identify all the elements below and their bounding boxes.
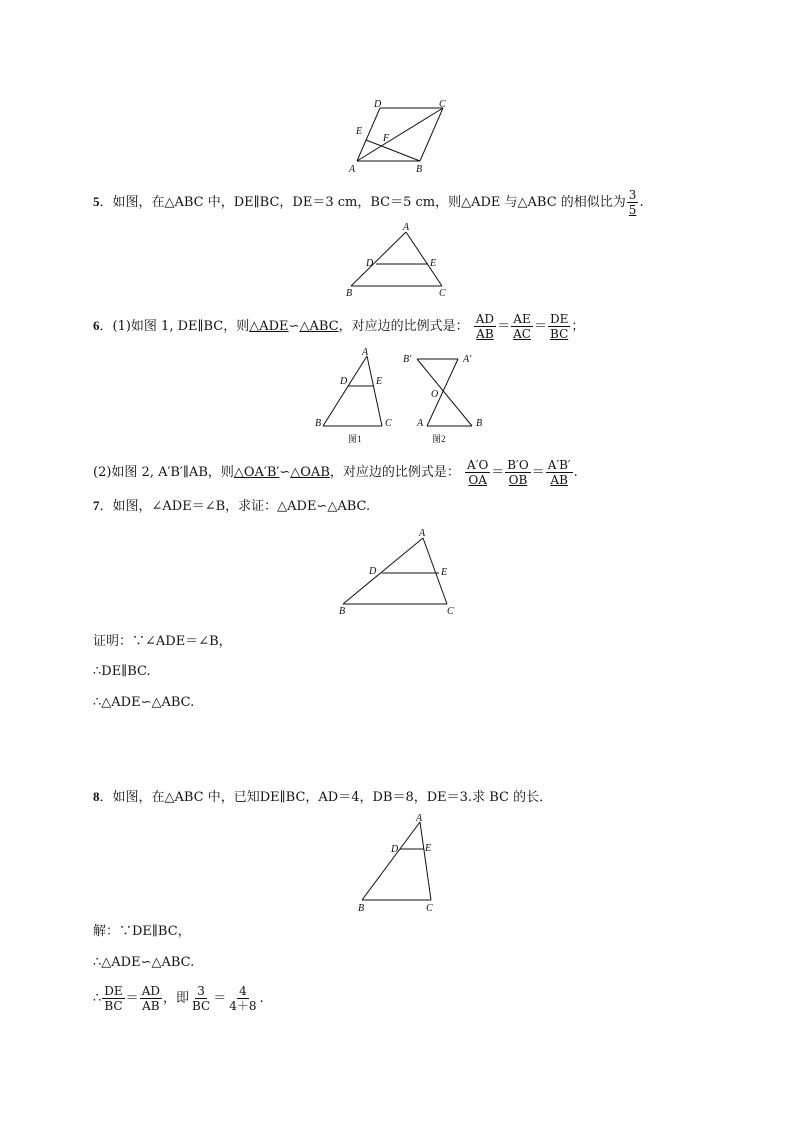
answer-fraction: $\frac{3}{5}$ (628, 188, 637, 217)
label-C: C (439, 99, 446, 110)
svg-text:C: C (426, 903, 433, 914)
svg-text:B: B (339, 606, 346, 617)
answer-blank: △ADE (249, 319, 289, 334)
svg-text:A′: A′ (463, 354, 472, 365)
svg-text:B: B (315, 418, 322, 429)
label-A: A (349, 164, 356, 175)
svg-text:D: D (340, 376, 348, 387)
proof-line-3: ∴△ADE∽△ABC. (93, 695, 195, 710)
svg-text:C: C (385, 418, 392, 429)
svg-text:E: E (376, 376, 383, 387)
label-D: D (374, 99, 382, 110)
svg-text:图1: 图1 (348, 434, 362, 444)
svg-text:B: B (476, 418, 483, 429)
solution-line-2: ∴△ADE∽△ABC. (93, 955, 195, 970)
question-7: 7．如图，∠ADE＝∠B，求证：△ADE∽△ABC. (93, 498, 371, 514)
figure-q6 (310, 346, 490, 446)
svg-text:D: D (369, 566, 377, 577)
svg-text:D: D (366, 258, 374, 269)
question-6-part-1: 6．(1)如图 1, DE∥BC，则△ADE∽△ABC，对应边的比例式是： $\frac{AD}{AB}$ ＝ $\frac{AE}{AC}$ ＝ $\frac{DE}{BC}$ ； (93, 312, 585, 341)
svg-text:C: C (447, 606, 454, 617)
question-8: 8．如图，在△ABC 中，已知DE∥BC，AD＝4，DB＝8，DE＝3.求 BC 的长． (93, 789, 553, 805)
figure-q7-triangle (335, 526, 465, 618)
figure-parallelogram (340, 96, 460, 178)
svg-text:A: A (417, 418, 424, 429)
svg-text:E: E (425, 843, 432, 854)
svg-text:A: A (403, 222, 410, 233)
question-5: 5．如图，在△ABC 中，DE∥BC，DE＝3 cm，BC＝5 cm，则△ADE 与△ABC 的相似比为 $\frac{3}{5}$ . (93, 188, 644, 217)
question-number: 5 (93, 194, 100, 209)
svg-text:B: B (358, 903, 365, 914)
svg-text:图2: 图2 (432, 434, 446, 444)
solution-line-1: 解：∵DE∥BC， (93, 924, 191, 939)
svg-text:E: E (441, 567, 448, 578)
svg-text:A: A (419, 528, 426, 539)
svg-text:B′: B′ (403, 354, 412, 365)
question-6-part-2: (2)如图 2, A′B′∥AB，则△OA′B′∽△OAB，对应边的比例式是： $\frac{A'O}{OA}$ ＝ $\frac{B'O}{OB}$ ＝ $\frac{A'B'}{AB}$ . (93, 458, 578, 487)
svg-text:D: D (391, 844, 399, 855)
svg-text:E: E (430, 258, 437, 269)
answer-blank: △OA′B′ (233, 465, 280, 480)
svg-text:C: C (439, 288, 446, 299)
figure-q5-triangle (340, 220, 455, 300)
answer-blank: △OAB (290, 465, 330, 480)
solution-line-3: ∴ $\frac{DE}{BC}$ ＝ $\frac{AD}{AB}$ ，即 $\frac{3}{BC}$ ＝ $\frac{4}{4+8}$ . (93, 984, 264, 1013)
proof-line-1: 证明：∵∠ADE＝∠B， (93, 634, 232, 649)
svg-text:A: A (416, 813, 423, 824)
svg-text:A: A (362, 347, 369, 358)
figure-q8-triangle (352, 812, 442, 916)
svg-text:B: B (346, 288, 353, 299)
answer-blank: △ABC (299, 319, 339, 334)
label-E: E (356, 126, 363, 137)
proof-line-2: ∴DE∥BC. (93, 664, 151, 679)
svg-text:O: O (431, 389, 439, 400)
label-B: B (416, 164, 423, 175)
label-F: F (383, 133, 390, 144)
